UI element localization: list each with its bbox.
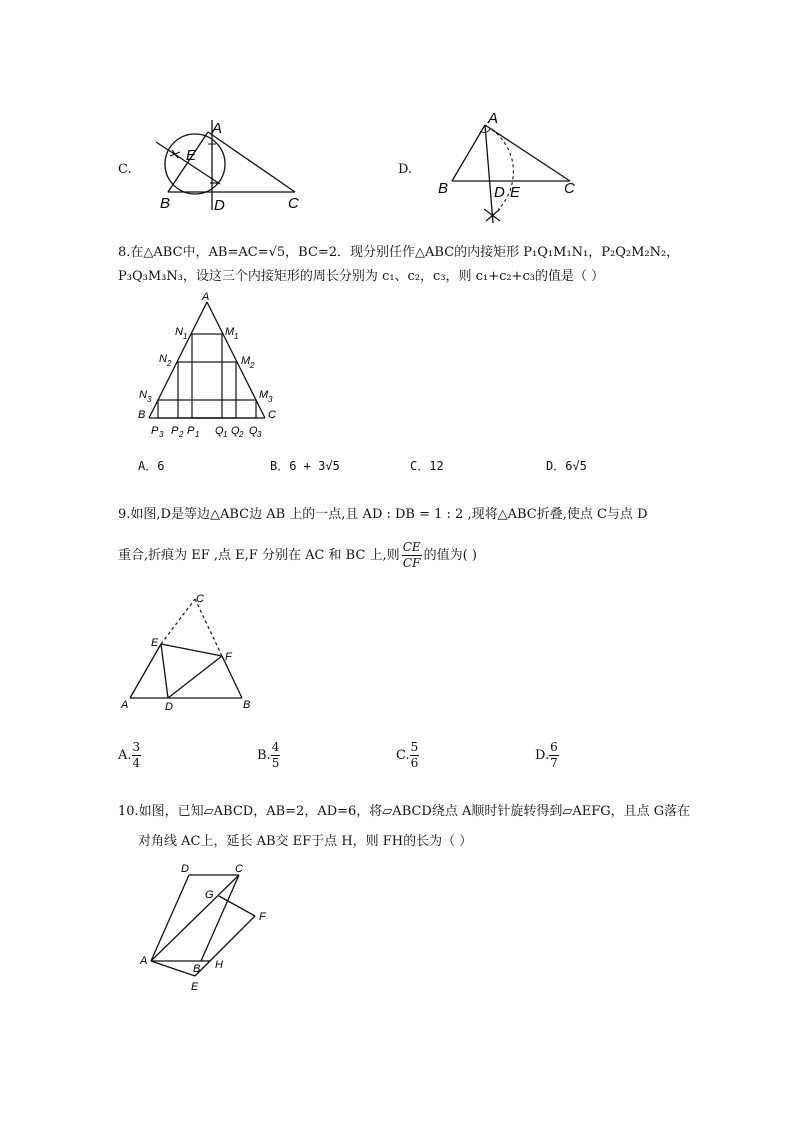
q9-option-d[interactable]: D. $\frac{6}{7}$ [535, 740, 558, 770]
q9-dashed-ce [161, 599, 195, 644]
q8-label-p1: P [187, 425, 195, 437]
q8-rect-2 [178, 362, 236, 418]
q9-dashed-cf [195, 599, 222, 656]
q9-label-d: D [165, 701, 173, 713]
q9-stem-line2: 重合,折痕为 EF ,点 E,F 分别在 AC 和 BC 上,则 $\frac{CE}{CF}$ 的值为( ) [118, 540, 477, 570]
q7d-label-e: E [510, 184, 521, 201]
q9-stem-fraction: $\frac{CE}{CF}$ [402, 540, 421, 570]
q10-side-ae [151, 961, 195, 976]
q9-option-b[interactable]: B. $\frac{4}{5}$ [257, 740, 280, 770]
q9-label-e: E [151, 637, 159, 649]
q7-figure-c [150, 112, 330, 217]
svg-text:3: 3 [147, 395, 152, 404]
q10-side-ad [151, 875, 189, 961]
q10-label-b: B [193, 963, 201, 975]
q8-label-n1: N [175, 326, 183, 338]
q7d-side-ac [485, 125, 570, 181]
q9-label-c: C [196, 593, 204, 605]
q9-crease-ef [161, 644, 222, 656]
q10-side-ef [195, 916, 255, 976]
q7-figure-d [430, 105, 590, 230]
q7c-label-d: D [214, 197, 225, 214]
q10-label-d: D [181, 863, 189, 875]
svg-text:2: 2 [167, 359, 172, 368]
q8-label-a: A [202, 291, 210, 303]
q9-label-a: A [121, 699, 129, 711]
option-d-label: D. [398, 162, 413, 177]
q8-label-c: C [268, 409, 276, 421]
svg-text:1: 1 [195, 430, 200, 439]
q8-label-n2: N [159, 353, 167, 365]
q10-label-e: E [191, 981, 199, 993]
q10-label-g: G [205, 889, 214, 901]
q8-label-q3: Q [249, 425, 258, 437]
q10-side-fg [219, 896, 255, 916]
q10-label-c: C [235, 863, 243, 875]
q8-label-q1: Q [215, 425, 224, 437]
q7c-label-c: C [288, 195, 299, 212]
q8-label-q2: Q [231, 425, 240, 437]
q7d-label-a: A [488, 110, 499, 127]
q10-stem-line2: 对角线 AC上，延长 AB交 EF于点 H，则 FH的长为（ ） [138, 834, 473, 849]
q7d-label-b: B [438, 180, 449, 197]
q9-figure [118, 590, 268, 715]
q8-stem-line2: P₃Q₃M₃N₃，设这三个内接矩形的周长分别为 c₁、c₂，c₃，则 c₁+c₂+c₃的值是（ ） [118, 269, 605, 284]
q8-label-b: B [138, 409, 146, 421]
q7c-side-ac [208, 132, 295, 192]
q9-seg-ed [161, 644, 168, 698]
q8-rect-1 [192, 334, 222, 418]
svg-text:1: 1 [183, 332, 188, 341]
q10-figure [135, 858, 285, 998]
svg-text:2: 2 [239, 430, 244, 439]
q8-label-p3: P [151, 425, 159, 437]
q8-label-p2: P [171, 425, 179, 437]
q7c-label-b: B [160, 195, 171, 212]
q10-stem-line1: 10.如图，已知▱ABCD，AB=2，AD=6，将▱ABCD绕点 A顺时针旋转得到▱AEFG，且点 G落在 [118, 804, 691, 819]
svg-text:2: 2 [179, 430, 184, 439]
q7c-label-e: E [186, 147, 197, 164]
svg-text:3: 3 [257, 430, 262, 439]
q10-side-cb [201, 875, 239, 961]
q8-option-a[interactable]: A．6 [138, 459, 165, 473]
q8-rect-3 [158, 400, 256, 418]
q9-option-c[interactable]: C. $\frac{5}{6}$ [396, 740, 419, 770]
svg-text:3: 3 [159, 430, 164, 439]
svg-text:1: 1 [223, 430, 228, 439]
q8-label-m1: M [225, 326, 235, 338]
q7d-line-ad [485, 125, 493, 223]
q9-stem-line1: 9.如图,D是等边△ABC边 AB 上的一点,且 AD : DB = 1 : 2 ,现将△ABC折叠,使点 C与点 D [118, 507, 648, 522]
q8-option-c[interactable]: C．12 [410, 459, 444, 473]
q8-label-m2: M [241, 355, 251, 367]
q8-option-b[interactable]: B．6 + 3√5 [270, 459, 340, 473]
q10-label-a: A [140, 955, 148, 967]
q7c-label-a: A [212, 120, 223, 137]
svg-text:3: 3 [268, 395, 273, 404]
q10-label-h: H [215, 959, 223, 971]
q8-stem-line1: 8.在△ABC中，AB=AC=√5，BC=2．现分别任作△ABC的内接矩形 P₁Q₁M₁N₁，P₂Q₂M₂N₂， [118, 245, 680, 260]
svg-text:2: 2 [250, 361, 255, 370]
q7d-side-ab [452, 125, 485, 181]
q8-figure [135, 288, 285, 443]
q10-diagonal-ac [151, 875, 239, 961]
q7d-label-c: C [564, 180, 575, 197]
q8-option-d[interactable]: D．6√5 [546, 459, 587, 473]
q10-label-f: F [259, 911, 266, 923]
q9-label-f: F [225, 651, 232, 663]
q8-label-n3: N [139, 389, 147, 401]
q7c-circle [165, 134, 225, 194]
q9-label-b: B [243, 699, 251, 711]
q9-option-a[interactable]: A. $\frac{3}{4}$ [118, 740, 141, 770]
svg-text:1: 1 [234, 332, 239, 341]
q9-seg-df [168, 656, 222, 698]
q7d-label-d: D [494, 184, 505, 201]
q9-side-ea [130, 644, 161, 698]
q8-label-m3: M [259, 389, 269, 401]
option-c-label: C. [118, 162, 132, 177]
